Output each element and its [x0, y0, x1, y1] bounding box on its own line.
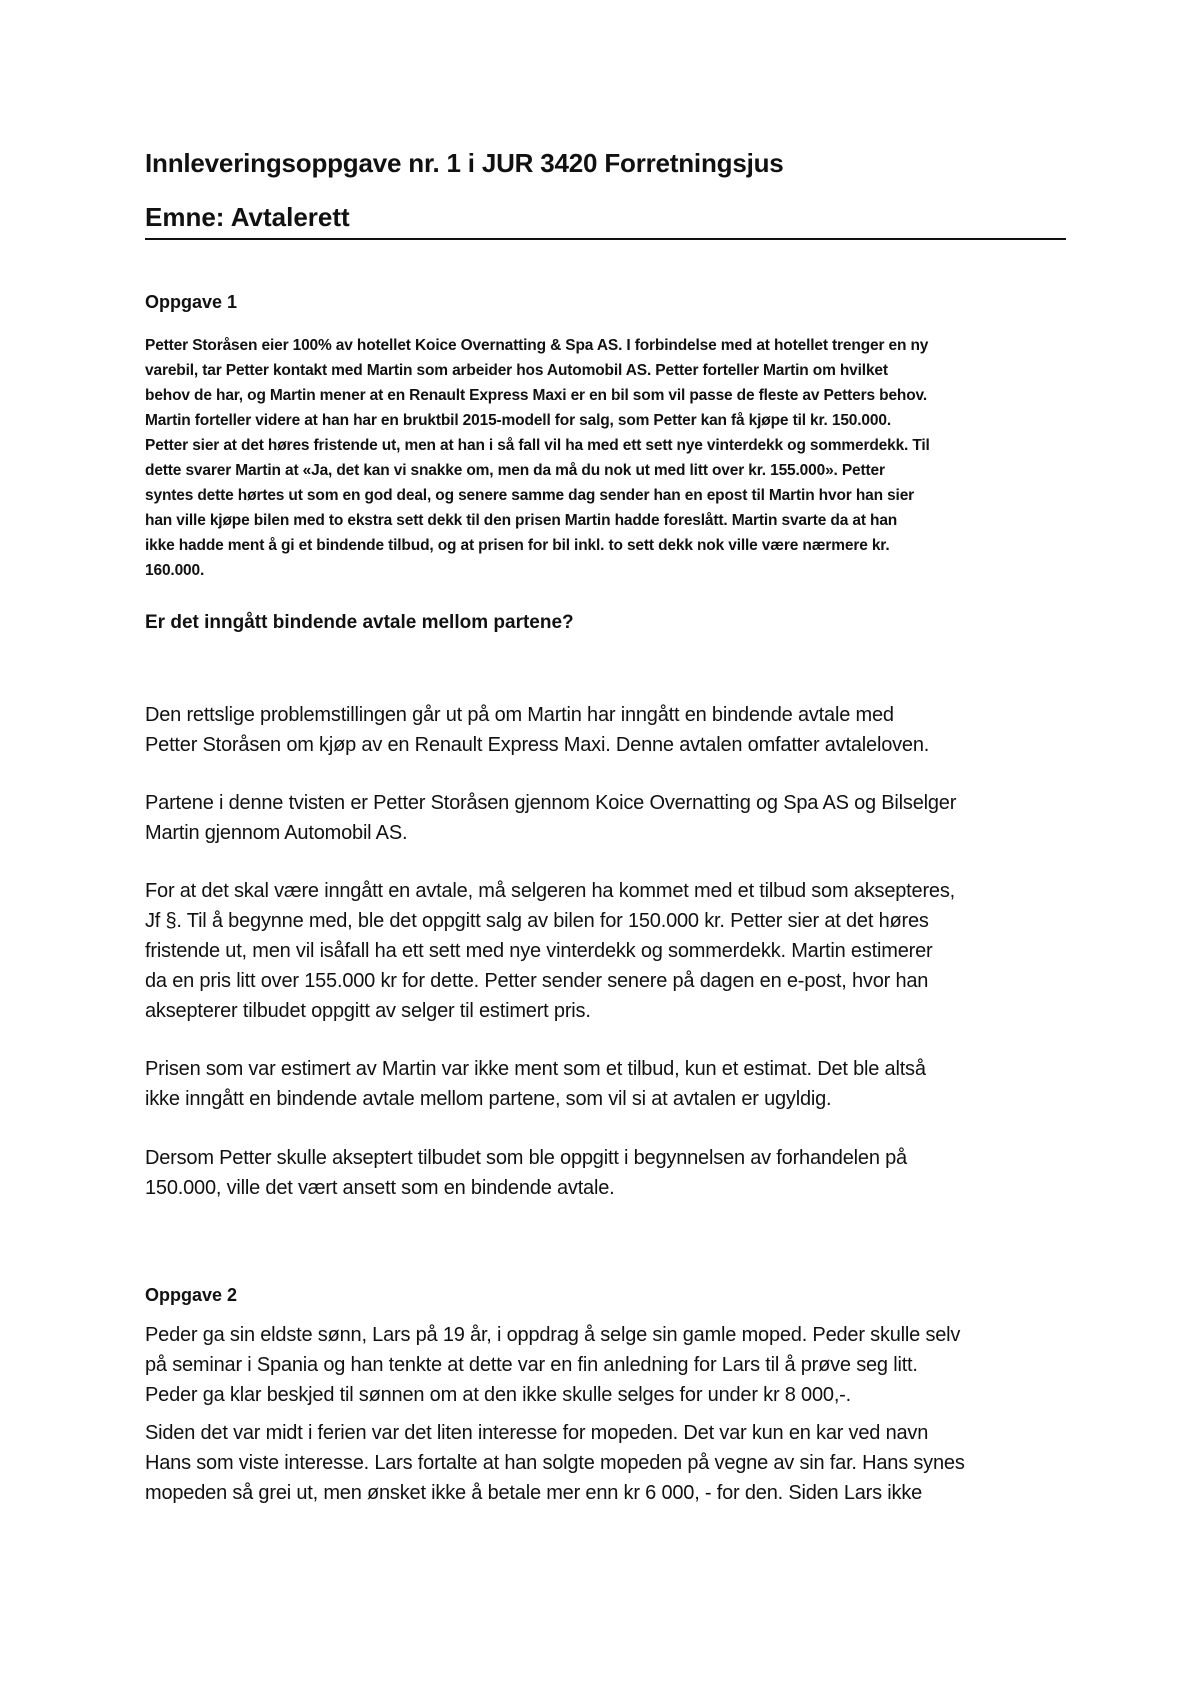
case-line: dette svarer Martin at «Ja, det kan vi snakke om, men da må du nok ut med litt over kr. 155.000». Petter	[145, 462, 885, 479]
answer-line: Jf §. Til å begynne med, ble det oppgitt salg av bilen for 150.000 kr. Petter sier at det høres	[145, 910, 929, 932]
document-subtitle: Emne: Avtalerett	[145, 202, 350, 232]
answer-line: ikke inngått en bindende avtale mellom partene, som vil si at avtalen er ugyldig.	[145, 1088, 832, 1110]
task-2-line: på seminar i Spania og han tenkte at dette var en fin anledning for Lars til å prøve seg litt.	[145, 1354, 918, 1376]
answer-line: da en pris litt over 155.000 kr for dette. Petter sender senere på dagen en e-post, hvor han	[145, 970, 929, 992]
task-2-paragraph	[145, 1320, 1065, 1410]
answer-line: Den rettslige problemstillingen går ut på om Martin har inngått en bindende avtale med	[145, 704, 894, 726]
answer-line: 150.000, ville det vært ansett som en bindende avtale.	[145, 1177, 615, 1199]
case-line: behov de har, og Martin mener at en Renault Express Maxi er en bil som vil passe de fleste av Petters behov.	[145, 387, 928, 404]
case-line: 160.000.	[145, 562, 205, 579]
answer-line: aksepterer tilbudet oppgitt av selger til estimert pris.	[145, 1000, 591, 1022]
answer-line: fristende ut, men vil isåfall ha ett sett med nye vinterdekk og sommerdekk. Martin estimerer	[145, 940, 933, 962]
case-line: Petter Storåsen eier 100% av hotellet Koice Overnatting & Spa AS. I forbindelse med at hotellet trenger en ny	[145, 337, 929, 354]
case-line: Martin forteller videre at han har en bruktbil 2015-modell for salg, som Petter kan få kjøpe til kr. 150.000.	[145, 412, 891, 429]
answer-paragraph	[145, 788, 1065, 848]
task-2-heading: Oppgave 2	[145, 1285, 238, 1305]
task-2-paragraph	[145, 1418, 1065, 1508]
case-line: syntes dette hørtes ut som en god deal, og senere samme dag sender han en epost til Martin hvor han sier	[145, 487, 915, 504]
task-2-line: Peder ga sin eldste sønn, Lars på 19 år, i oppdrag å selge sin gamle moped. Peder skulle selv	[145, 1324, 961, 1346]
task-2-line: Hans som viste interesse. Lars fortalte at han solgte mopeden på vegne av sin far. Hans synes	[145, 1452, 965, 1474]
task-1-heading: Oppgave 1	[145, 292, 238, 312]
answer-line: Partene i denne tvisten er Petter Storåsen gjennom Koice Overnatting og Spa AS og Bilselger	[145, 792, 957, 814]
document-title: Innleveringsoppgave nr. 1 i JUR 3420 Forretningsjus	[145, 148, 784, 178]
case-line: ikke hadde ment å gi et bindende tilbud, og at prisen for bil inkl. to sett dekk nok ville være nærmere kr.	[145, 537, 890, 554]
answer-paragraph	[145, 1143, 1065, 1203]
case-line: han ville kjøpe bilen med to ekstra sett dekk til den prisen Martin hadde foreslått. Martin svarte da at han	[145, 512, 898, 529]
answer-paragraph	[145, 876, 1065, 1026]
answer-paragraph	[145, 700, 1065, 760]
answer-line: Prisen som var estimert av Martin var ikke ment som et tilbud, kun et estimat. Det ble altså	[145, 1058, 926, 1080]
answer-line: Dersom Petter skulle akseptert tilbudet som ble oppgitt i begynnelsen av forhandelen på	[145, 1147, 907, 1169]
answer-line: Martin gjennom Automobil AS.	[145, 822, 408, 844]
task-2-line: mopeden så grei ut, men ønsket ikke å betale mer enn kr 6 000, - for den. Siden Lars ikke	[145, 1482, 923, 1504]
title-underline	[145, 238, 1066, 240]
answer-line: Petter Storåsen om kjøp av en Renault Express Maxi. Denne avtalen omfatter avtaleloven.	[145, 734, 930, 756]
task-1-case-text	[145, 333, 1065, 583]
answer-paragraph	[145, 1054, 1065, 1114]
answer-line: For at det skal være inngått en avtale, må selgeren ha kommet med et tilbud som aksepteres,	[145, 880, 955, 902]
case-line: varebil, tar Petter kontakt med Martin som arbeider hos Automobil AS. Petter forteller Martin om hvilket	[145, 362, 888, 379]
case-line: Petter sier at det høres fristende ut, men at han i så fall vil ha med ett sett nye vinterdekk og sommerdekk. Til	[145, 437, 930, 454]
task-2-line: Siden det var midt i ferien var det liten interesse for mopeden. Det var kun en kar ved navn	[145, 1422, 929, 1444]
task-2-line: Peder ga klar beskjed til sønnen om at den ikke skulle selges for under kr 8 000,-.	[145, 1384, 851, 1406]
task-1-question: Er det inngått bindende avtale mellom partene?	[145, 612, 574, 633]
